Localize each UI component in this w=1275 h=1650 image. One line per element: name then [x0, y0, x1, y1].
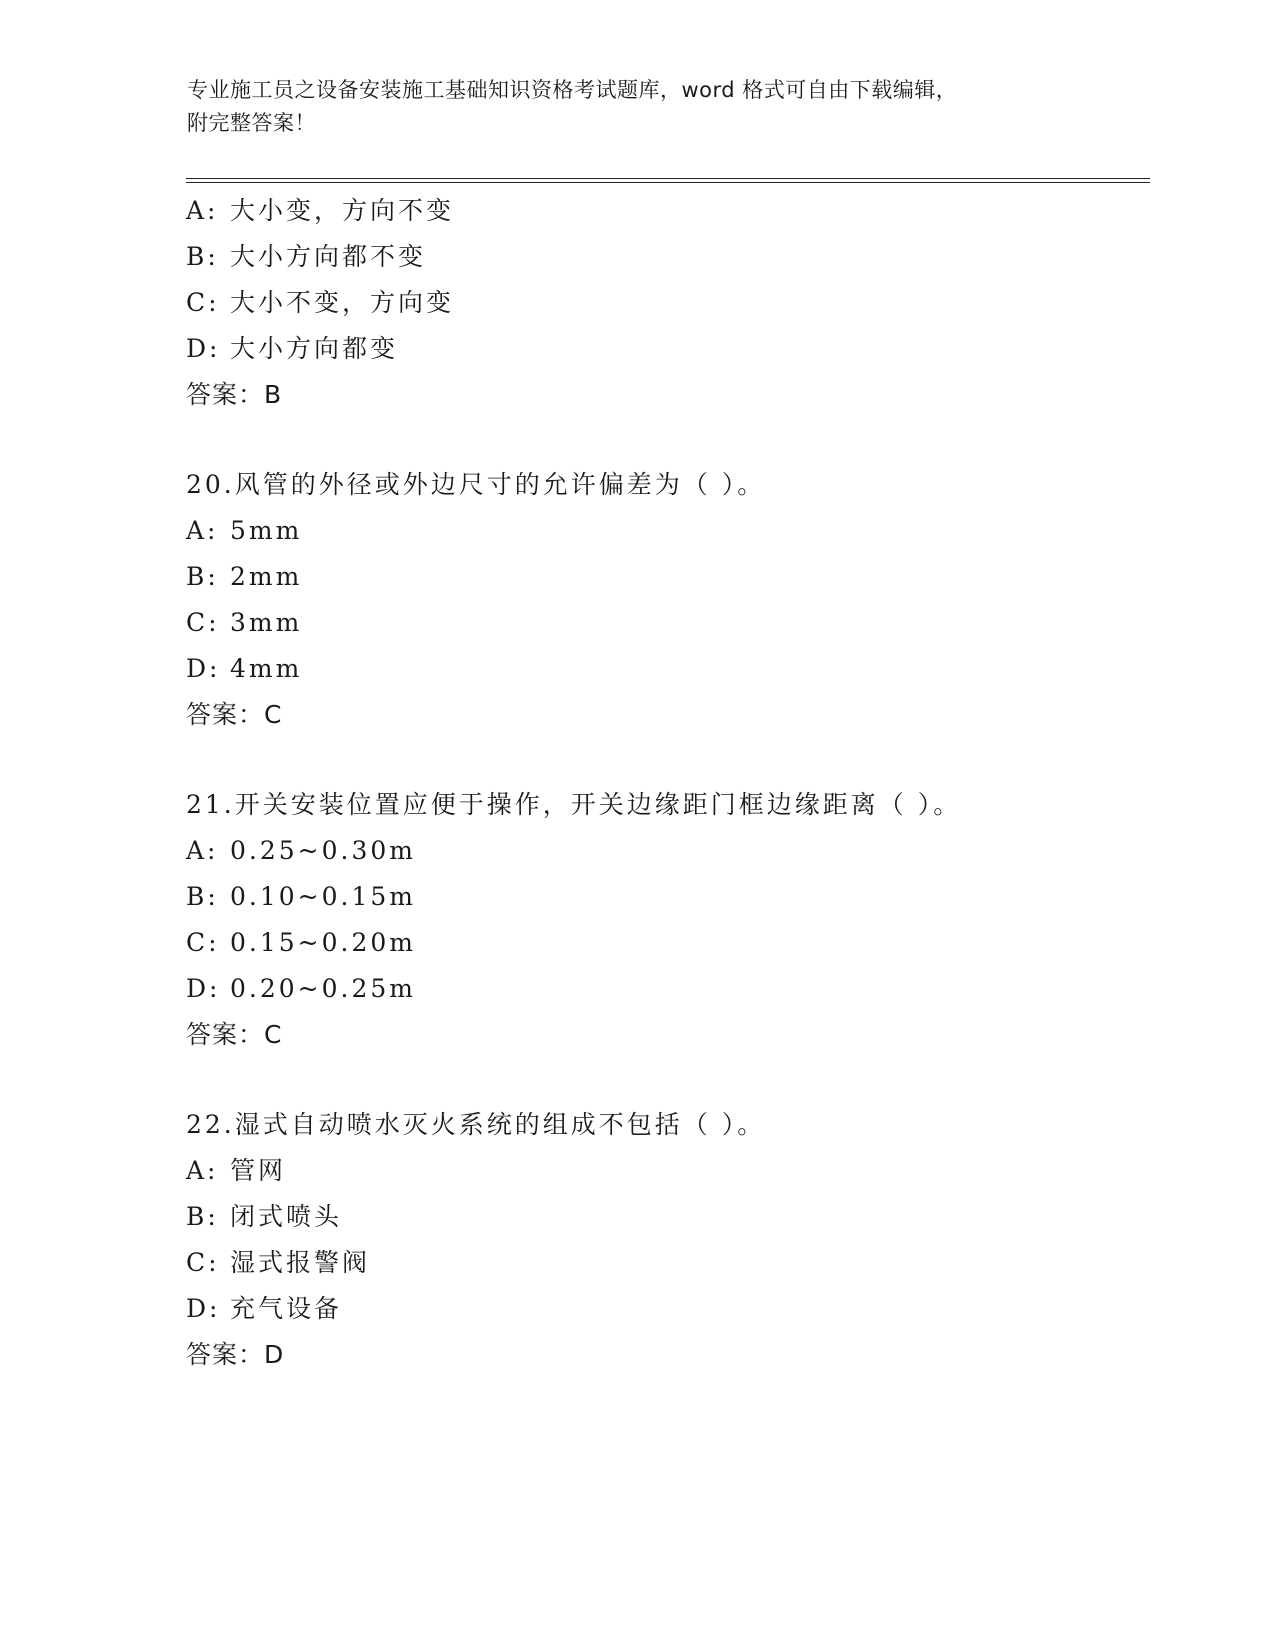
option-text: 管网 — [230, 1156, 287, 1185]
option-text: 3mm — [230, 608, 303, 637]
question-block-partial — [186, 188, 1146, 418]
option-text: 4mm — [230, 654, 303, 683]
option-letter: B: — [186, 882, 219, 911]
header-line-2: 附完整答案！ — [187, 111, 316, 135]
option-letter: C: — [186, 608, 220, 637]
option-a — [186, 1148, 1146, 1194]
option-text: 大小不变，方向变 — [230, 288, 455, 317]
option-letter: C: — [186, 928, 220, 957]
question-block-22 — [186, 1102, 1146, 1378]
question-text: 22.湿式自动喷水灭火系统的组成不包括（ ）。 — [186, 1110, 766, 1139]
option-text: 0.15~0.20m — [230, 928, 416, 957]
option-b — [186, 234, 1146, 280]
question-list — [186, 188, 1146, 1378]
answer-line: 答案：B — [186, 380, 283, 409]
option-text: 大小方向都变 — [230, 334, 399, 363]
option-b — [186, 874, 1146, 920]
option-a — [186, 508, 1146, 554]
option-letter: B: — [186, 562, 219, 591]
option-c — [186, 280, 1146, 326]
option-d — [186, 326, 1146, 372]
question-block-20 — [186, 462, 1146, 738]
answer-line: 答案：D — [186, 1340, 285, 1369]
answer-line: 答案：C — [186, 1020, 283, 1049]
option-text: 湿式报警阀 — [230, 1248, 371, 1277]
option-letter: D: — [186, 334, 221, 363]
option-d — [186, 1286, 1146, 1332]
option-letter: D: — [186, 1294, 221, 1323]
option-text: 充气设备 — [230, 1294, 343, 1323]
option-letter: D: — [186, 974, 221, 1003]
option-letter: B: — [186, 1202, 219, 1231]
option-letter: A: — [186, 196, 219, 225]
document-header — [187, 74, 1087, 140]
option-text: 0.10~0.15m — [230, 882, 416, 911]
option-text: 0.25~0.30m — [230, 836, 416, 865]
option-letter: B: — [186, 242, 219, 271]
answer-line: 答案：C — [186, 700, 283, 729]
option-letter: C: — [186, 288, 220, 317]
option-a — [186, 828, 1146, 874]
option-text: 大小变，方向不变 — [230, 196, 455, 225]
option-text: 0.20~0.25m — [230, 974, 416, 1003]
option-text: 2mm — [230, 562, 303, 591]
option-letter: A: — [186, 1156, 219, 1185]
header-line-1: 专业施工员之设备安装施工基础知识资格考试题库，word 格式可自由下载编辑， — [187, 78, 958, 102]
header-divider — [186, 178, 1150, 183]
option-letter: A: — [186, 836, 219, 865]
option-c — [186, 1240, 1146, 1286]
option-letter: C: — [186, 1248, 220, 1277]
option-text: 5mm — [230, 516, 303, 545]
option-text: 大小方向都不变 — [230, 242, 427, 271]
option-letter: A: — [186, 516, 219, 545]
option-a — [186, 188, 1146, 234]
question-block-21 — [186, 782, 1146, 1058]
question-text: 21.开关安装位置应便于操作，开关边缘距门框边缘距离（ ）。 — [186, 790, 962, 819]
option-b — [186, 554, 1146, 600]
option-d — [186, 646, 1146, 692]
option-c — [186, 920, 1146, 966]
option-text: 闭式喷头 — [230, 1202, 343, 1231]
option-b — [186, 1194, 1146, 1240]
option-letter: D: — [186, 654, 221, 683]
option-c — [186, 600, 1146, 646]
option-d — [186, 966, 1146, 1012]
question-text: 20.风管的外径或外边尺寸的允许偏差为（ ）。 — [186, 470, 766, 499]
